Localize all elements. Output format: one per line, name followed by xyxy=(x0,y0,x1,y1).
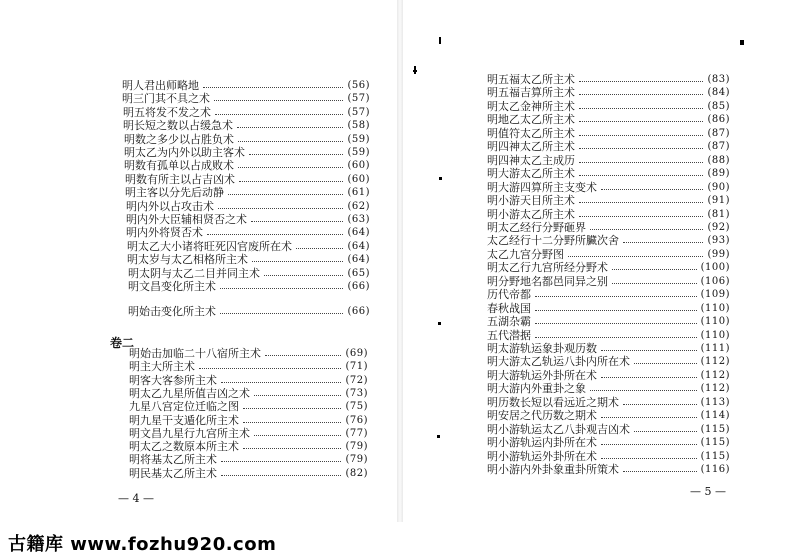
dot-leader xyxy=(579,94,703,95)
toc-entry-title: 明数有所主以占吉凶术 xyxy=(125,173,235,186)
dot-leader xyxy=(239,181,343,182)
dot-leader xyxy=(203,87,343,88)
toc-entry-title: 明小游轨运内卦所在术 xyxy=(487,436,597,449)
toc-entry-title: 明大游内外重卦之象 xyxy=(487,382,586,395)
dot-leader xyxy=(601,417,697,418)
toc-entry-page: (59) xyxy=(347,147,370,158)
toc-entry-page: (57) xyxy=(347,107,370,118)
dot-leader xyxy=(249,154,343,155)
dot-leader xyxy=(579,175,703,176)
toc-entry-page: (84) xyxy=(707,87,730,98)
dot-leader xyxy=(221,382,341,383)
toc-entry-title: 明值符太乙所主术 xyxy=(487,127,575,140)
toc-entry-page: (59) xyxy=(347,134,370,145)
dot-leader xyxy=(221,461,341,462)
toc-entry-page: (113) xyxy=(700,397,730,408)
toc-entry-title: 明历数长短以看远近之期术 xyxy=(487,396,619,409)
toc-entry-page: (82) xyxy=(345,468,368,479)
toc-entry xyxy=(487,409,730,422)
toc-entry-page: (89) xyxy=(707,168,730,179)
dot-leader xyxy=(296,248,343,249)
toc-entry-page: (58) xyxy=(347,120,370,131)
toc-entry xyxy=(487,113,730,126)
dot-leader xyxy=(238,167,343,168)
toc-entry xyxy=(487,127,730,140)
toc-entry-page: (91) xyxy=(707,195,730,206)
toc-entry-page: (69) xyxy=(345,348,368,359)
toc-entry-title: 明太乙经行分野砸界 xyxy=(487,221,586,234)
toc-entry-title: 明主大所主术 xyxy=(129,360,195,373)
toc-entry-page: (60) xyxy=(347,174,370,185)
toc-entry-page: (112) xyxy=(700,383,730,394)
dot-leader xyxy=(254,395,341,396)
toc-entry xyxy=(487,208,730,221)
toc-entry-page: (99) xyxy=(707,249,730,260)
toc-entry-title: 明四神太乙主成历 xyxy=(487,154,575,167)
toc-entry-title: 明太乙九星所值吉凶之术 xyxy=(129,387,250,400)
dot-leader xyxy=(601,444,697,445)
toc-entry-page: (60) xyxy=(347,160,370,171)
toc-entry xyxy=(487,275,730,288)
dot-leader xyxy=(612,283,697,284)
toc-entry xyxy=(487,140,730,153)
dot-leader xyxy=(243,408,341,409)
book-gutter xyxy=(397,0,403,522)
toc-entry-page: (93) xyxy=(707,235,730,246)
toc-entry-title: 明小游轨运外卦所在术 xyxy=(487,450,597,463)
toc-entry-page: (79) xyxy=(345,454,368,465)
toc-entry xyxy=(487,423,730,436)
toc-entry-title: 明小游轨运太乙八卦观吉凶术 xyxy=(487,423,630,436)
toc-entry xyxy=(487,463,730,476)
toc-entry xyxy=(129,347,368,360)
toc-entry-page: (86) xyxy=(707,114,730,125)
toc-entry xyxy=(129,427,368,440)
toc-entry-title: 明太乙大小诸将旺死囚官废所在术 xyxy=(127,240,292,253)
toc-entry xyxy=(487,315,730,328)
toc-entry xyxy=(128,280,370,293)
toc-entry-title: 明将基太乙所主术 xyxy=(129,453,217,466)
toc-entry-page: (87) xyxy=(707,128,730,139)
toc-entry xyxy=(123,119,370,132)
toc-entry-title: 明三门其不具之术 xyxy=(122,92,210,105)
toc-entry-page: (71) xyxy=(345,361,368,372)
toc-entry xyxy=(129,467,368,480)
scan-speck xyxy=(413,70,417,72)
toc-entry-page: (66) xyxy=(347,281,370,292)
toc-entry xyxy=(487,436,730,449)
toc-entry-title: 太乙经行十二分野所臟次舍 xyxy=(487,234,619,247)
toc-entry-title: 明四神太乙所主术 xyxy=(487,140,575,153)
dot-leader xyxy=(215,114,343,115)
dot-leader xyxy=(579,81,703,82)
dot-leader xyxy=(623,471,697,472)
dot-leader xyxy=(243,448,341,449)
toc-entry-title: 明文昌变化所主术 xyxy=(128,280,216,293)
toc-entry-title: 明内外将贤否术 xyxy=(126,226,203,239)
toc-entry-title: 明内外大臣辅相贤否之术 xyxy=(126,213,247,226)
dot-leader xyxy=(568,256,703,257)
toc-entry-title: 九星八宫定位迁临之图 xyxy=(129,400,239,413)
toc-entry-title: 明太乙为内外以助主客术 xyxy=(124,146,245,159)
dot-leader xyxy=(601,350,697,351)
toc-entry-page: (73) xyxy=(345,388,368,399)
toc-entry-page: (62) xyxy=(347,201,370,212)
dot-leader xyxy=(214,100,343,101)
toc-entry xyxy=(125,186,370,199)
toc-entry-page: (66) xyxy=(347,306,370,317)
toc-entry-title: 明长短之数以占缓急术 xyxy=(123,119,233,132)
dot-leader xyxy=(590,390,697,391)
toc-entry xyxy=(129,387,368,400)
dot-leader xyxy=(254,435,341,436)
toc-entry xyxy=(487,302,730,315)
toc-entry-page: (76) xyxy=(345,415,368,426)
toc-entry-page: (85) xyxy=(707,101,730,112)
dot-leader xyxy=(579,216,703,217)
toc-entry-title: 明小游太乙所主术 xyxy=(487,208,575,221)
toc-entry-title: 明大游四算所主支变术 xyxy=(487,181,597,194)
toc-entry-title: 明民基太乙所主术 xyxy=(129,467,217,480)
toc-entry-page: (77) xyxy=(345,428,368,439)
dot-leader xyxy=(251,221,343,222)
toc-entry-title: 明安居之代历数之期术 xyxy=(487,409,597,422)
toc-entry xyxy=(128,305,370,318)
dot-leader xyxy=(199,368,341,369)
toc-entry-title: 明太乙之数原本所主术 xyxy=(129,440,239,453)
toc-entry-page: (109) xyxy=(700,289,730,300)
toc-entry-page: (114) xyxy=(700,410,730,421)
toc-entry-page: (83) xyxy=(707,74,730,85)
toc-entry-page: (92) xyxy=(707,222,730,233)
toc-entry-page: (115) xyxy=(700,437,730,448)
scan-speck xyxy=(437,435,440,438)
toc-entry xyxy=(129,440,368,453)
dot-leader xyxy=(634,431,697,432)
toc-entry xyxy=(487,369,730,382)
dot-leader xyxy=(220,288,343,289)
toc-entry-title: 明数之多少以占胜负术 xyxy=(124,133,234,146)
toc-entry xyxy=(487,86,730,99)
toc-entry-title: 明太乙金神所主术 xyxy=(487,100,575,113)
toc-entry-page: (116) xyxy=(700,464,730,475)
dot-leader xyxy=(634,363,697,364)
dot-leader xyxy=(579,108,703,109)
toc-entry xyxy=(127,240,370,253)
dot-leader xyxy=(243,422,341,423)
toc-entry-title: 明五福太乙所主术 xyxy=(487,73,575,86)
toc-entry xyxy=(129,414,368,427)
dot-leader xyxy=(579,162,703,163)
dot-leader xyxy=(612,269,697,270)
scan-speck xyxy=(439,177,442,180)
dot-leader xyxy=(252,261,343,262)
right-page-number: — 5 — xyxy=(690,485,726,498)
toc-entry xyxy=(487,288,730,301)
toc-entry-page: (110) xyxy=(700,303,730,314)
toc-entry xyxy=(124,159,370,172)
toc-entry-title: 明太游轨运象卦观历数 xyxy=(487,342,597,355)
dot-leader xyxy=(590,229,703,230)
toc-entry-page: (90) xyxy=(707,182,730,193)
toc-entry-page: (88) xyxy=(707,155,730,166)
toc-entry-page: (72) xyxy=(345,375,368,386)
dot-leader xyxy=(579,202,703,203)
toc-entry xyxy=(129,374,368,387)
toc-entry-title: 明内外以占攻击术 xyxy=(126,200,214,213)
toc-entry-page: (115) xyxy=(700,424,730,435)
toc-entry-title: 明始击变化所主术 xyxy=(128,305,216,318)
toc-entry xyxy=(126,200,370,213)
dot-leader xyxy=(265,355,341,356)
toc-entry-page: (106) xyxy=(700,276,730,287)
toc-entry xyxy=(487,234,730,247)
toc-entry xyxy=(129,360,368,373)
toc-entry-title: 明始击加临二十八宿所主术 xyxy=(129,347,261,360)
left-page-number: — 4 — xyxy=(118,492,154,505)
dot-leader xyxy=(623,242,703,243)
toc-entry-title: 明主客以分先后动静 xyxy=(125,186,224,199)
scan-speck xyxy=(438,322,441,325)
toc-entry-title: 明太岁与太乙相格所主术 xyxy=(127,253,248,266)
toc-entry-page: (61) xyxy=(347,187,370,198)
toc-entry-page: (64) xyxy=(347,227,370,238)
toc-entry-page: (81) xyxy=(707,209,730,220)
toc-entry-title: 明人君出师略地 xyxy=(122,79,199,92)
toc-entry-title: 历代帝都 xyxy=(487,288,531,301)
dot-leader xyxy=(535,296,697,297)
toc-entry-page: (115) xyxy=(700,451,730,462)
toc-entry xyxy=(127,253,370,266)
toc-entry xyxy=(487,73,730,86)
toc-entry-title: 春秋战国 xyxy=(487,302,531,315)
toc-entry-page: (110) xyxy=(700,330,730,341)
toc-entry-title: 明太乙行九宫所经分野术 xyxy=(487,261,608,274)
toc-entry xyxy=(487,194,730,207)
toc-entry-title: 明分野地名都邑同异之别 xyxy=(487,275,608,288)
toc-entry xyxy=(487,221,730,234)
toc-entry-page: (79) xyxy=(345,441,368,452)
toc-entry-title: 明大游太乙所主术 xyxy=(487,167,575,180)
dot-leader xyxy=(579,148,703,149)
toc-entry xyxy=(487,382,730,395)
dot-leader xyxy=(579,135,703,136)
toc-entry xyxy=(129,400,368,413)
toc-entry-page: (110) xyxy=(700,316,730,327)
toc-entry-page: (112) xyxy=(700,356,730,367)
dot-leader xyxy=(601,189,703,190)
toc-entry xyxy=(128,267,370,280)
toc-entry xyxy=(487,248,730,261)
dot-leader xyxy=(238,141,343,142)
toc-entry-title: 五湖杂霸 xyxy=(487,315,531,328)
toc-entry-title: 太乙九宫分野图 xyxy=(487,248,564,261)
dot-leader xyxy=(535,323,697,324)
toc-entry xyxy=(124,133,370,146)
toc-entry xyxy=(487,342,730,355)
toc-entry-title: 明大游太乙轨运八卦内所在术 xyxy=(487,355,630,368)
dot-leader xyxy=(601,458,697,459)
dot-leader xyxy=(535,337,697,338)
toc-entry xyxy=(122,92,370,105)
toc-entry xyxy=(487,154,730,167)
toc-entry xyxy=(123,106,370,119)
toc-entry xyxy=(122,79,370,92)
toc-entry-page: (112) xyxy=(700,370,730,381)
toc-entry-title: 明大游轨运外卦所在术 xyxy=(487,369,597,382)
toc-entry-page: (63) xyxy=(347,214,370,225)
toc-entry xyxy=(126,213,370,226)
toc-entry-title: 明五将发不发之术 xyxy=(123,106,211,119)
dot-leader xyxy=(264,275,343,276)
toc-entry-title: 明五福吉算所主术 xyxy=(487,86,575,99)
dot-leader xyxy=(220,313,343,314)
toc-entry xyxy=(487,329,730,342)
toc-entry xyxy=(487,100,730,113)
toc-entry-page: (64) xyxy=(347,241,370,252)
toc-entry-title: 明客大客参所主术 xyxy=(129,374,217,387)
toc-entry-title: 明小游内外卦象重卦所策术 xyxy=(487,463,619,476)
toc-entry-page: (75) xyxy=(345,401,368,412)
toc-entry xyxy=(487,167,730,180)
toc-entry xyxy=(487,355,730,368)
toc-entry xyxy=(126,226,370,239)
scan-speck xyxy=(439,37,441,44)
toc-entry xyxy=(129,453,368,466)
toc-entry xyxy=(124,146,370,159)
toc-entry xyxy=(487,396,730,409)
toc-entry-page: (87) xyxy=(707,141,730,152)
dot-leader xyxy=(535,310,697,311)
toc-entry-page: (111) xyxy=(700,343,730,354)
toc-entry-page: (100) xyxy=(700,262,730,273)
toc-entry xyxy=(487,181,730,194)
toc-entry xyxy=(125,173,370,186)
toc-entry xyxy=(487,261,730,274)
dot-leader xyxy=(579,121,703,122)
dot-leader xyxy=(601,377,697,378)
dot-leader xyxy=(207,234,343,235)
dot-leader xyxy=(228,194,343,195)
dot-leader xyxy=(218,208,343,209)
toc-entry-title: 五代潜据 xyxy=(487,329,531,342)
dot-leader xyxy=(623,404,697,405)
toc-entry-title: 明九星干支遁化所主术 xyxy=(129,414,239,427)
scan-speck xyxy=(740,40,744,45)
toc-entry-page: (57) xyxy=(347,93,370,104)
toc-entry-title: 明小游天目所主术 xyxy=(487,194,575,207)
toc-entry-title: 明太阴与太乙二目并同主术 xyxy=(128,267,260,280)
dot-leader xyxy=(237,127,343,128)
toc-entry-title: 明地乙太乙所主术 xyxy=(487,113,575,126)
toc-entry-page: (65) xyxy=(347,268,370,279)
toc-entry-title: 明数有孤单以占成败术 xyxy=(124,159,234,172)
toc-entry xyxy=(487,450,730,463)
dot-leader xyxy=(221,475,341,476)
site-watermark: 古籍库 www.fozhu920.com xyxy=(8,534,277,555)
toc-entry-page: (64) xyxy=(347,254,370,265)
section-heading: 卷二 xyxy=(110,336,135,350)
toc-entry-page: (56) xyxy=(347,80,370,91)
toc-entry-title: 明文昌九星行九宫所主术 xyxy=(129,427,250,440)
